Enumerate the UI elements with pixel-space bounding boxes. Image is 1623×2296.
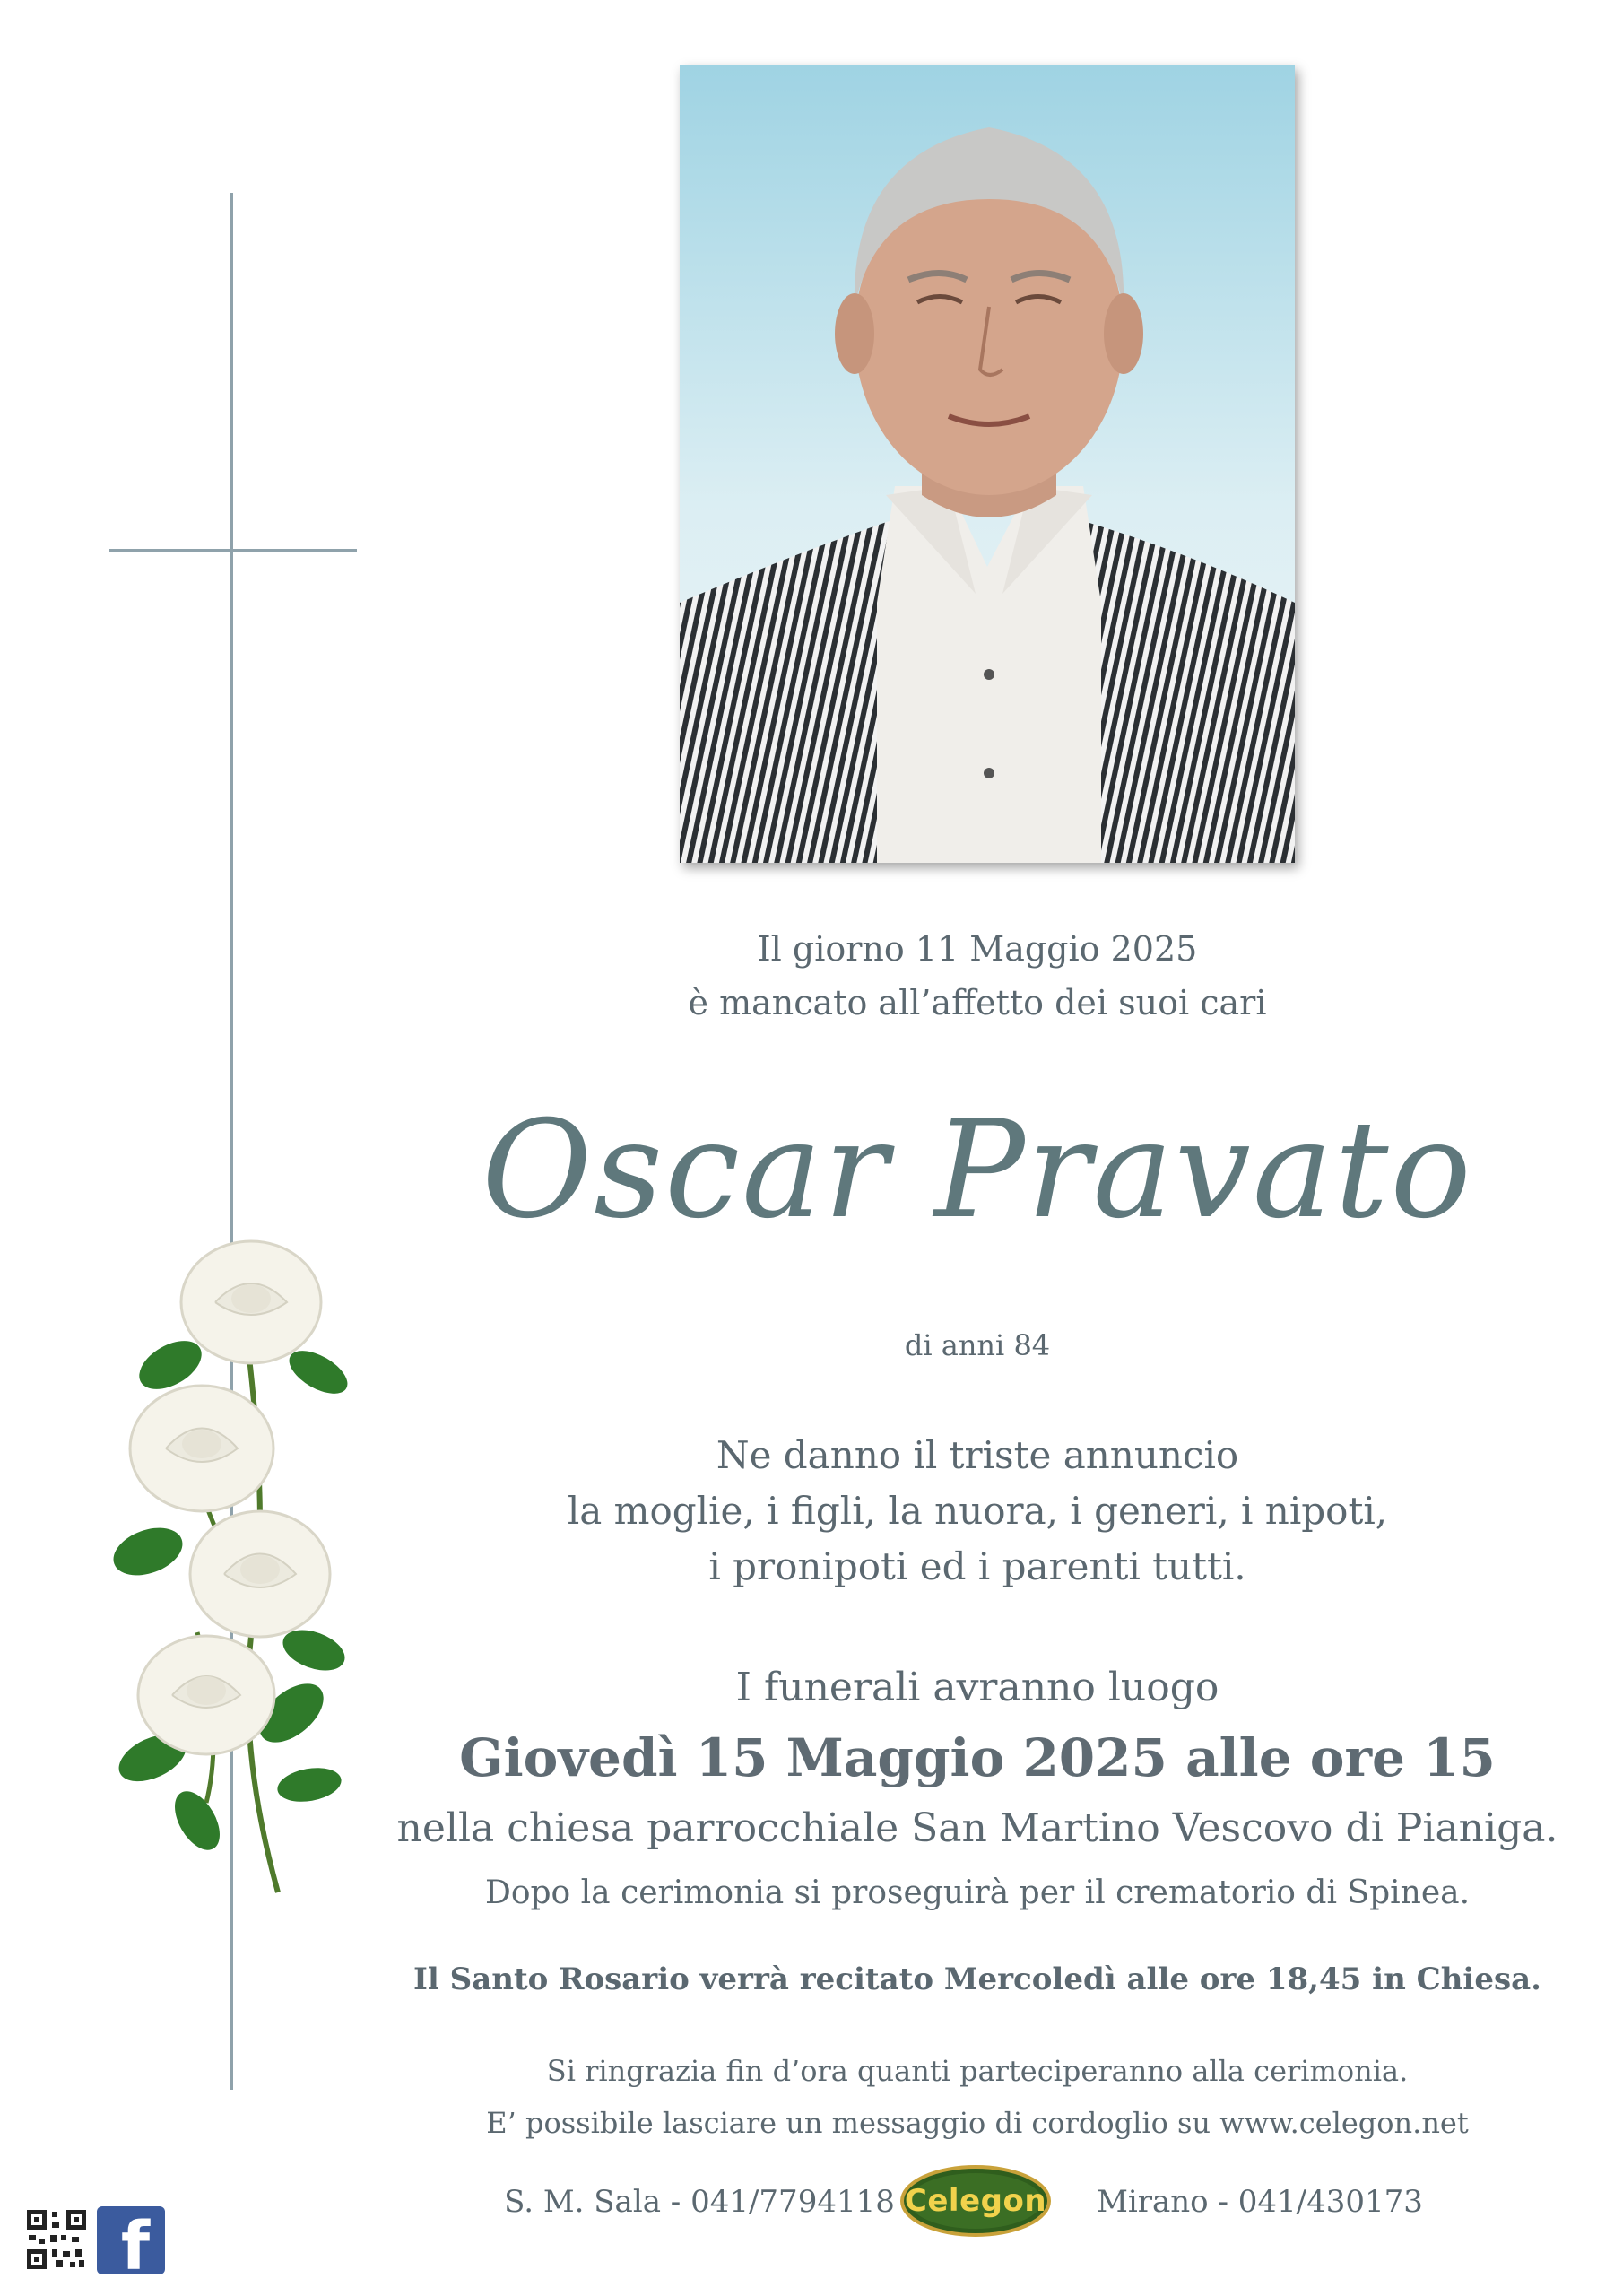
portrait-photo bbox=[680, 65, 1295, 863]
intro-line-1: Il giorno 11 Maggio 2025 bbox=[757, 929, 1198, 969]
contact-sala: S. M. Sala - 041/7794118 bbox=[504, 2184, 895, 2220]
rosary-notice: Il Santo Rosario verrà recitato Mercoledì alle ore 18,45 in Chiesa. bbox=[413, 1961, 1541, 1997]
facebook-letter: f bbox=[120, 2208, 151, 2274]
funeral-date-time: Giovedì 15 Maggio 2025 alle ore 15 bbox=[459, 1727, 1496, 1788]
logo-text: Celegon bbox=[904, 2183, 1047, 2219]
announce-line-2: la moglie, i figli, la nuora, i generi, i nipoti, bbox=[567, 1489, 1388, 1533]
intro-line-2: è mancato all’affetto dei suoi cari bbox=[688, 983, 1267, 1022]
announce-line-1: Ne danno il triste annuncio bbox=[716, 1433, 1239, 1477]
qr-code-icon[interactable] bbox=[25, 2208, 88, 2271]
facebook-icon[interactable] bbox=[97, 2206, 165, 2274]
after-ceremony-text: Dopo la cerimonia si proseguirà per il crematorio di Spinea. bbox=[484, 1874, 1471, 1911]
deceased-name: Oscar Pravato bbox=[482, 1092, 1473, 1248]
thanks-line-2: E’ possibile lasciare un messaggio di cordoglio su www.celegon.net bbox=[486, 2106, 1469, 2140]
contact-mirano: Mirano - 041/430173 bbox=[1097, 2184, 1423, 2220]
announce-line-3: i pronipoti ed i parenti tutti. bbox=[708, 1544, 1246, 1588]
deceased-age: di anni 84 bbox=[904, 1328, 1051, 1362]
death-date-intro bbox=[341, 922, 1614, 1030]
thanks-block bbox=[341, 2045, 1614, 2149]
funeral-church: nella chiesa parrocchiale San Martino Vescovo di Pianiga. bbox=[396, 1805, 1558, 1851]
funeral-lead-text: I funerali avranno luogo bbox=[735, 1665, 1219, 1710]
announcement-block bbox=[341, 1428, 1614, 1595]
celegon-logo bbox=[899, 2164, 1052, 2238]
thanks-line-1: Si ringrazia fin d’ora quanti parteciperanno alla cerimonia. bbox=[546, 2054, 1409, 2088]
cross-horizontal-bar bbox=[109, 549, 357, 552]
